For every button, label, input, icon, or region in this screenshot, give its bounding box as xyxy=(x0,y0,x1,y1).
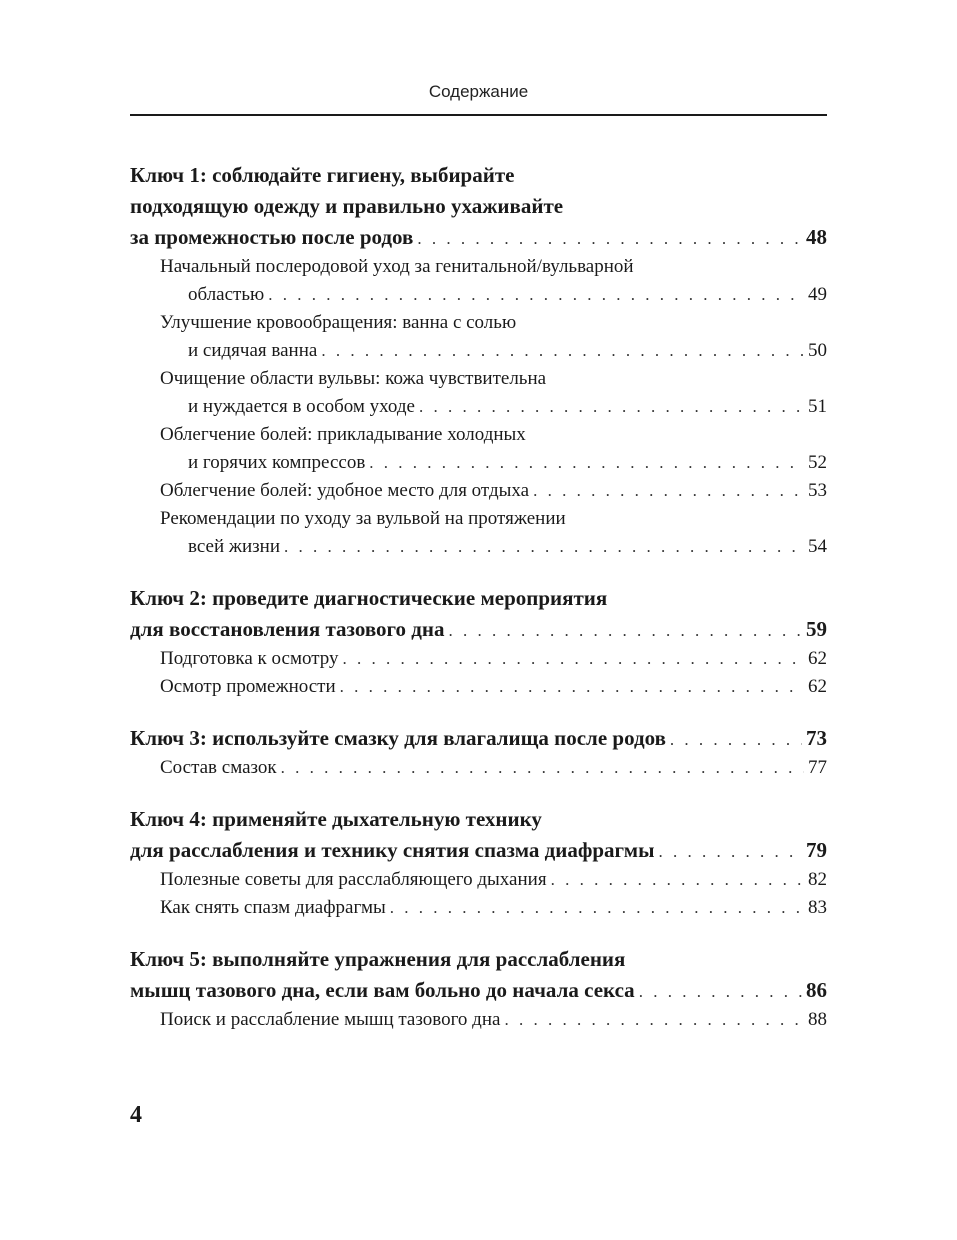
toc-entry-text: и сидячая ванна xyxy=(188,340,318,361)
toc-line xyxy=(130,614,827,645)
toc-page-number: 88 xyxy=(808,1009,827,1030)
page-number: 4 xyxy=(130,1102,142,1128)
toc-entry-text: областью xyxy=(188,284,265,305)
toc-line xyxy=(160,1006,827,1034)
toc-entry-text: Улучшение кровообращения: ванна с солью xyxy=(160,312,517,333)
toc-page-number: 53 xyxy=(808,480,827,501)
toc-page-number: 54 xyxy=(808,536,827,557)
chapter-heading xyxy=(130,583,827,645)
dot-leader xyxy=(284,533,804,561)
toc-line xyxy=(160,866,827,894)
toc-subentry xyxy=(130,309,827,365)
toc-subentry xyxy=(130,866,827,894)
dot-leader xyxy=(419,393,804,421)
toc-page-number: 59 xyxy=(806,617,827,641)
toc-entry-text: и горячих компрессов xyxy=(188,452,366,473)
dot-leader xyxy=(533,477,804,505)
toc-line xyxy=(130,583,827,614)
toc-entry-text: мышц тазового дна, если вам больно до начала секса xyxy=(130,978,635,1002)
toc-page-number: 51 xyxy=(808,396,827,417)
toc-page-number: 62 xyxy=(808,676,827,697)
toc-entry-text: Очищение области вульвы: кожа чувствительна xyxy=(160,368,547,389)
dot-leader xyxy=(340,673,804,701)
toc-line xyxy=(160,477,827,505)
dot-leader xyxy=(659,836,803,866)
dot-leader xyxy=(551,866,804,894)
dot-leader xyxy=(504,1006,804,1034)
dot-leader xyxy=(639,976,802,1006)
toc-entry-text: для восстановления тазового дна xyxy=(130,617,445,641)
toc-entry-text: Ключ 3: используйте смазку для влагалища после родов xyxy=(130,726,666,750)
toc-page-number: 49 xyxy=(808,284,827,305)
toc-chapter-block xyxy=(130,583,827,701)
toc-subentry xyxy=(130,673,827,701)
toc-line xyxy=(160,449,827,477)
toc-entry-text: Облегчение болей: прикладывание холодных xyxy=(160,424,526,445)
toc-line xyxy=(130,723,827,754)
toc-line xyxy=(160,894,827,922)
toc-page-number: 52 xyxy=(808,452,827,473)
toc-line xyxy=(160,754,827,782)
toc-entry-text: Как снять спазм диафрагмы xyxy=(160,897,386,918)
toc-page-number: 82 xyxy=(808,869,827,890)
toc-subentry xyxy=(130,1006,827,1034)
toc-entry-text: Ключ 1: соблюдайте гигиену, выбирайте xyxy=(130,163,515,187)
toc-page-number: 48 xyxy=(806,225,827,249)
toc-line xyxy=(130,944,827,975)
toc-page-number: 62 xyxy=(808,648,827,669)
toc-line xyxy=(130,804,827,835)
toc-entry-text: Подготовка к осмотру xyxy=(160,648,339,669)
toc-page-number: 86 xyxy=(806,978,827,1002)
toc-page-number: 50 xyxy=(808,340,827,361)
dot-leader xyxy=(417,223,802,253)
chapter-heading xyxy=(130,723,827,754)
toc-line xyxy=(160,253,827,281)
toc-page-number: 79 xyxy=(806,838,827,862)
dot-leader xyxy=(281,754,804,782)
toc-subentry xyxy=(130,253,827,309)
toc-chapter-block xyxy=(130,723,827,782)
toc-line xyxy=(160,365,827,393)
toc-subentry xyxy=(130,477,827,505)
table-of-contents xyxy=(130,160,827,1034)
chapter-heading xyxy=(130,804,827,866)
toc-entry-text: для расслабления и технику снятия спазма диафрагмы xyxy=(130,838,655,862)
toc-entry-text: Состав смазок xyxy=(160,757,277,778)
toc-chapter-block xyxy=(130,160,827,561)
toc-line xyxy=(160,505,827,533)
toc-page-number: 83 xyxy=(808,897,827,918)
running-header: Содержание xyxy=(428,82,529,101)
toc-line xyxy=(130,160,827,191)
toc-line xyxy=(130,975,827,1006)
toc-entry-text: и нуждается в особом уходе xyxy=(188,396,415,417)
dot-leader xyxy=(670,724,802,754)
chapter-heading xyxy=(130,160,827,253)
toc-subentry xyxy=(130,754,827,782)
dot-leader xyxy=(321,337,804,365)
header-rule xyxy=(130,114,827,116)
dot-leader xyxy=(390,894,804,922)
toc-line xyxy=(160,673,827,701)
toc-line xyxy=(160,533,827,561)
chapter-heading xyxy=(130,944,827,1006)
dot-leader xyxy=(268,281,804,309)
toc-subentry xyxy=(130,645,827,673)
toc-entry-text: всей жизни xyxy=(188,536,281,557)
toc-line xyxy=(160,393,827,421)
toc-entry-text: Ключ 2: проведите диагностические мероприятия xyxy=(130,586,608,610)
toc-entry-text: Облегчение болей: удобное место для отдыха xyxy=(160,480,530,501)
toc-entry-text: Рекомендации по уходу за вульвой на протяжении xyxy=(160,508,566,529)
toc-entry-text: подходящую одежду и правильно ухаживайте xyxy=(130,194,564,218)
toc-line xyxy=(160,281,827,309)
toc-line xyxy=(130,835,827,866)
toc-entry-text: Поиск и расслабление мышц тазового дна xyxy=(160,1009,501,1030)
dot-leader xyxy=(369,449,804,477)
toc-entry-text: Ключ 4: применяйте дыхательную технику xyxy=(130,807,542,831)
toc-subentry xyxy=(130,421,827,477)
toc-subentry xyxy=(130,505,827,561)
toc-entry-text: Ключ 5: выполняйте упражнения для расслабления xyxy=(130,947,626,971)
toc-entry-text: Осмотр промежности xyxy=(160,676,336,697)
toc-entry-text: Полезные советы для расслабляющего дыхания xyxy=(160,869,547,890)
toc-line xyxy=(160,309,827,337)
toc-entry-text: за промежностью после родов xyxy=(130,225,414,249)
toc-chapter-block xyxy=(130,944,827,1034)
toc-page-number: 77 xyxy=(808,757,827,778)
dot-leader xyxy=(343,645,804,673)
toc-page-number: 73 xyxy=(806,726,827,750)
toc-line xyxy=(160,645,827,673)
toc-subentry xyxy=(130,894,827,922)
toc-line xyxy=(160,421,827,449)
toc-line xyxy=(130,191,827,222)
toc-entry-text: Начальный послеродовой уход за генитальной/вульварной xyxy=(160,256,634,277)
toc-line xyxy=(160,337,827,365)
toc-chapter-block xyxy=(130,804,827,922)
dot-leader xyxy=(449,615,802,645)
toc-line xyxy=(130,222,827,253)
toc-subentry xyxy=(130,365,827,421)
